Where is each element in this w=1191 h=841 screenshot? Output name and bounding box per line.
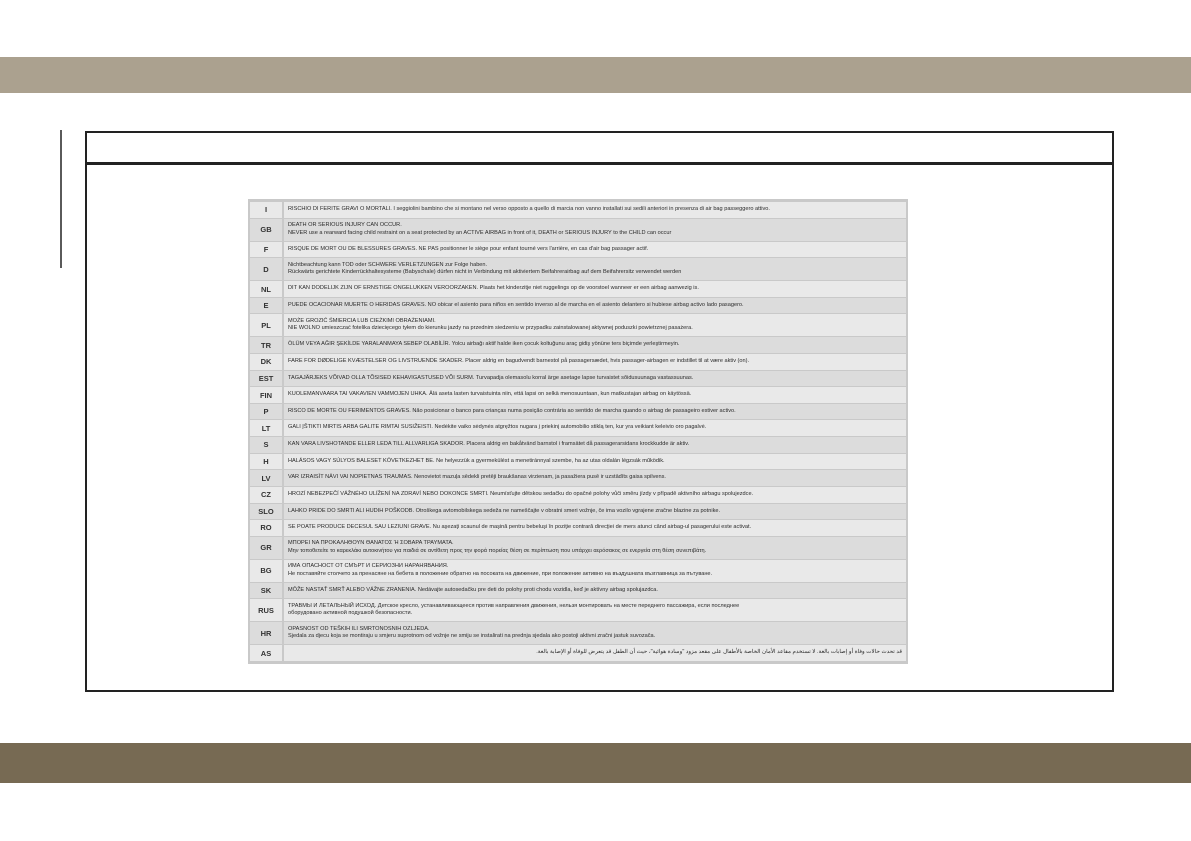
warning-row — [250, 298, 906, 315]
warning-line: FARE FOR DØDELIGE KVÆSTELSER OG LIVSTRUENDE SKADER. Placer aldrig en bagudvendt barnestol på passagersædet, hvis passager-airbagen er indstillet til at være aktiv (on). — [288, 358, 750, 365]
warning-text — [284, 622, 906, 644]
warning-row — [250, 560, 906, 583]
warning-line: HROZÍ NEBEZPEČÍ VÁŽNÉHO ULÍŽENÍ NA ZDRAVÍ NEBO DOKONCE SMRTI. Neumísťujte dětskou sedačku do opačné polohy vůči směru jízdy v případě aktivního airbagu spolujezdce. — [288, 490, 754, 497]
warning-line: Rückwärts gerichtete Kinderrückhaltesysteme (Babyschale) dürfen nicht in Verbindung mit aktiviertem Beifahrerairbag auf dem Beifahrersitz verwendet werden — [288, 269, 682, 276]
warning-text — [284, 202, 906, 218]
warning-line: TAGAJÄRJEKS VÕIVAD OLLA TÕSISED KEHAVIGASTUSED VÕI SURM. Turvapadja olemasolu korral ärge asetage lapse turvaistet sõidusuunaga vastassuunas. — [288, 374, 694, 381]
warning-line: ÖLÜM VEYA AĞIR ŞEKİLDE YARALANMAYA SEBEP OLABİLİR. Yolcu airbağı aktif halde iken çocuk koltuğunu araç gidiş yönüne ters biçimde yerleştirmeyin. — [288, 341, 680, 348]
warning-text — [284, 599, 906, 621]
warning-text — [284, 258, 906, 280]
warning-line: DEATH OR SERIOUS INJURY CAN OCCUR. — [288, 222, 402, 229]
airbag-warning-label — [248, 199, 908, 664]
warning-row — [250, 437, 906, 454]
language-code: H — [250, 454, 284, 470]
warning-row — [250, 622, 906, 645]
warning-line: SE POATE PRODUCE DECESUL SAU LEZIUNI GRAVE. Nu aşezaţi scaunul de maşină pentru bebeluşi în poziţie contrară direcţiei de mers atunci când airbag-ul pasagerului este activat. — [288, 524, 752, 531]
warning-line: HALÁSOS VAGY SÚLYOS BALESET KÖVETKEZHET BE. Ne helyezzük a gyermekülést a menetiránnyal szembe, ha az utas oldalán légzsák működik. — [288, 457, 665, 464]
warning-text — [284, 281, 906, 297]
warning-text — [284, 437, 906, 453]
warning-line: DIT KAN DODELIJK ZIJN OF ERNSTIGE ONGELUKKEN VEROORZAKEN. Plaats het kinderzitje niet ruggelings op de voorstoel wanneer er een airbag aanwezig is. — [288, 285, 699, 292]
warning-row — [250, 337, 906, 354]
warning-line: قد تحدث حالات وفاة أو إصابات بالغة. لا تستخدم مقاعد الأمان الخاصة بالأطفال على مقعد مزود "وسادة هوائية"، حيث أن الطفل قد يتعرض للوفاة أو الإصابة بالغة. — [536, 649, 902, 656]
warning-text — [284, 645, 906, 661]
language-code: S — [250, 437, 284, 453]
language-code: EST — [250, 371, 284, 387]
warning-row — [250, 371, 906, 388]
language-code: CZ — [250, 487, 284, 503]
language-code: LV — [250, 470, 284, 486]
warning-text — [284, 387, 906, 403]
warning-row — [250, 314, 906, 337]
warning-text — [284, 337, 906, 353]
warning-line: Не поставяйте столчето за пренасяне на бебета в положение обратно на посоката на движение, при положение активно на въздушната възглавница за пътуване. — [288, 570, 713, 577]
warning-line: RISCO DE MORTE OU FERIMENTOS GRAVES. Não posicionar o banco para crianças numa posição contrária ao sentido de marcha quando o airbag de passageiro estiver activo. — [288, 407, 736, 414]
warning-line: ТРАВМЫ И ЛЕТАЛЬНЫЙ ИСХОД. Детское кресло, устанавливающееся против направления движения, нельзя монтировать на месте переднего пассажира, если последнее — [288, 602, 740, 609]
warning-text — [284, 242, 906, 258]
language-code: GB — [250, 219, 284, 241]
warning-line: MOŻE GROZIĆ ŚMIERCIA LUB CIEŻKIMI OBRAŻENIAMI. — [288, 317, 436, 324]
warning-text — [284, 371, 906, 387]
warning-row — [250, 537, 906, 560]
warning-row — [250, 470, 906, 487]
language-code: FIN — [250, 387, 284, 403]
warning-line: KUOLEMANVAARA TAI VAKAVIEN VAMMOJEN UHKA. Älä aseta lasten turvaistuinta niin, että lapsi on selkä menosuuntaan, kun matkustajan airbag on käytössä. — [288, 391, 692, 398]
warning-line: RISCHIO DI FERITE GRAVI O MORTALI. I seggiolini bambino che si montano nel verso opposto a quello di marcia non vanno installati sui sedili anteriori in presenza di air bag passeggero attivo. — [288, 206, 770, 212]
language-code: RUS — [250, 599, 284, 621]
warning-text — [284, 298, 906, 314]
language-code: GR — [250, 537, 284, 559]
margin-rule — [60, 130, 62, 268]
warning-text — [284, 583, 906, 599]
language-code: P — [250, 404, 284, 420]
warning-row — [250, 202, 906, 219]
warning-row — [250, 520, 906, 537]
warning-line: оборудовано активной подушкой безопасности. — [288, 610, 413, 617]
warning-line: VAR IZRAISĪT NĀVI VAI NOPIETNAS TRAUMAS. Nenovietot mazuļa sēdekli pretēji braukšanas virzienam, ja pasažiera pusē ir uzstādīts gaisa spilvens. — [288, 474, 666, 481]
warning-row — [250, 583, 906, 600]
language-code: HR — [250, 622, 284, 644]
language-code: D — [250, 258, 284, 280]
warning-line: ΜΠΟΡΕΙ ΝΑ ΠΡΟΚΑΛΗΘΟΥΝ ΘΑΝΑΤΟΣ Ή ΣΟΒΑΡΑ ΤΡΑΥΜΑΤΑ. — [288, 540, 454, 547]
warning-text — [284, 520, 906, 536]
warning-line: KAN VARA LIVSHOTANDE ELLER LEDA TILL ALLVARLIGA SKADOR. Placera aldrig en bakåtvänd barnstol i framsätet då passagerarsidans krockkudde är aktiv. — [288, 441, 690, 448]
language-code: E — [250, 298, 284, 314]
warning-row — [250, 242, 906, 259]
header-bar — [0, 57, 1191, 93]
language-code: BG — [250, 560, 284, 582]
warning-line: MÔŽE NASTAŤ SMRŤ ALEBO VÁŽNE ZRANENIA. Nedávajte autosedačku pre deti do polohy proti chodu vozidla, keď je aktívny airbag spolujazdca. — [288, 586, 658, 593]
warning-line: Nichtbeachtung kann TOD oder SCHWERE VERLETZUNGEN zur Folge haben. — [288, 261, 488, 268]
language-code: RO — [250, 520, 284, 536]
warning-row — [250, 404, 906, 421]
warning-line: PUEDE OCACIONAR MUERTE O HERIDAS GRAVES. NO obicar el asiento para niños en sentido inverso al de marcha en el asiento delantero si hubiese airbag activo lado pasagero. — [288, 301, 744, 308]
warning-text — [284, 314, 906, 336]
warning-text — [284, 219, 906, 241]
warning-text — [284, 420, 906, 436]
warning-text — [284, 470, 906, 486]
warning-line: NIE WOLNO umieszczać fotelika dziecięcego tyłem do kierunku jazdy na przednim siedzeniu w przypadku zainstalowanej aktywnej poduszki powietrznej pasażera. — [288, 325, 693, 332]
warning-line: OPASNOST OD TEŠKIH ILI SMRTONOSNIH OZLJEDA. — [288, 625, 430, 632]
language-code: AS — [250, 645, 284, 661]
warning-line: RISQUE DE MORT OU DE BLESSURES GRAVES. NE PAS positionner le siège pour enfant tourné vers l'arrière, en cas d'air bag passager actif. — [288, 245, 649, 252]
warning-line: NEVER use a rearward facing child restraint on a seat protected by an ACTIVE AIRBAG in front of it, DEATH or SERIOUS INJURY to the CHILD can occur — [288, 229, 672, 236]
warning-row — [250, 387, 906, 404]
warning-line: LAHKO PRIDE DO SMRTI ALI HUDIH POŠKODB. Otroškega avtomobilskega sedeža ne nameščajte v obratni smeri vožnje, če ima vozilo vgrajene zračne blazine za potnike. — [288, 507, 721, 514]
warning-text — [284, 537, 906, 559]
warning-text — [284, 454, 906, 470]
warning-row — [250, 354, 906, 371]
warning-text — [284, 560, 906, 582]
warning-line: GALI ĮŠTIKTI MIRTIS ARBA GALITE RIMTAI SUSIŽEISTI. Nedėkite vaiko sėdynės atgręžtos nugara į priekinį automobilio stiklą ten, kur yra veikiant keleivio oro pagalvė. — [288, 424, 707, 431]
warning-text — [284, 487, 906, 503]
warning-row — [250, 454, 906, 471]
figure-frame — [85, 131, 1114, 692]
footer-bar — [0, 743, 1191, 783]
warning-text — [284, 354, 906, 370]
language-code: LT — [250, 420, 284, 436]
warning-table — [250, 202, 906, 662]
warning-line: ИМА ОПАСНОСТ ОТ СМЪРТ И СЕРИОЗНИ НАРАНЯВАНИЯ. — [288, 563, 449, 570]
language-code: DK — [250, 354, 284, 370]
language-code: NL — [250, 281, 284, 297]
frame-header — [87, 133, 1112, 165]
warning-text — [284, 404, 906, 420]
warning-row — [250, 219, 906, 242]
warning-row — [250, 645, 906, 662]
warning-row — [250, 599, 906, 622]
language-code: SK — [250, 583, 284, 599]
warning-text — [284, 504, 906, 520]
warning-row — [250, 504, 906, 521]
warning-line: Sjedala za djecu koja se montiraju u smjeru suprotnom od vožnje ne smiju se instalirati na prednja sjedala ako postoji aktivni zračni jastuk suvozača. — [288, 633, 656, 640]
warning-row — [250, 487, 906, 504]
warning-row — [250, 258, 906, 281]
warning-line: Μην τοποθετείτε το καρεκλάκι αυτοκινήτου για παιδιά σε αντίθετη προς την φορά πορείας θέση σε περίπτωση που υπάρχει αερόσακος σε ενεργεία στη θέση συνεπιβάτη. — [288, 547, 707, 554]
warning-row — [250, 420, 906, 437]
language-code: TR — [250, 337, 284, 353]
language-code: I — [250, 202, 284, 218]
warning-row — [250, 281, 906, 298]
language-code: SLO — [250, 504, 284, 520]
language-code: F — [250, 242, 284, 258]
language-code: PL — [250, 314, 284, 336]
